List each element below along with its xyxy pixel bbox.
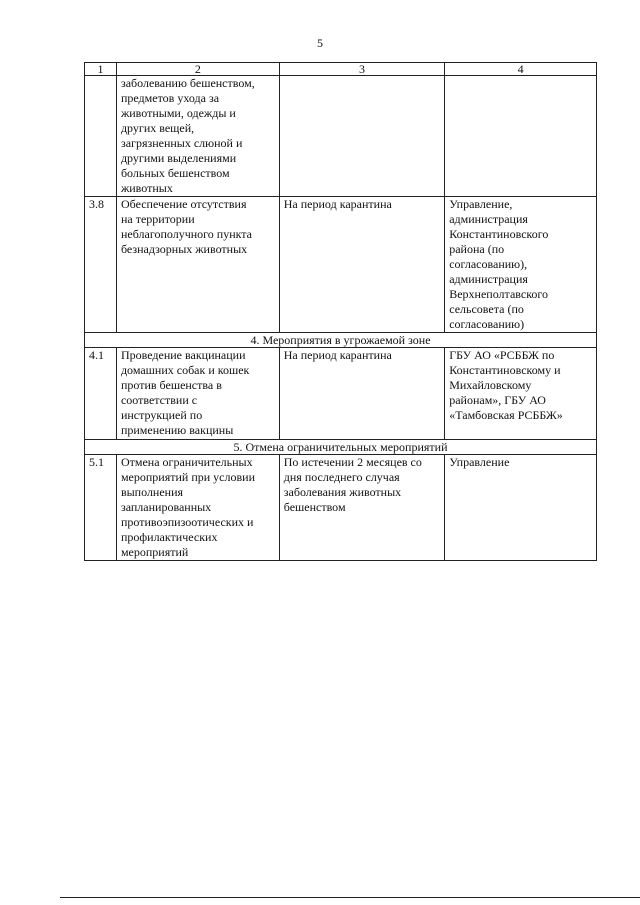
cell-line: неблагополучного пункта [120, 227, 253, 241]
cell-line: мероприятий [120, 545, 189, 559]
cell-line: дня последнего случая [283, 470, 400, 484]
cell-line: выполнения [120, 485, 184, 499]
period-cell [279, 76, 444, 197]
cell-line: противоэпизоотических и [120, 515, 254, 529]
cell-line: согласованию), [449, 257, 528, 271]
cell-line: бешенством [283, 500, 346, 514]
cell-line: На период карантина [283, 348, 392, 362]
table-row [85, 76, 597, 197]
page-bottom-edge [60, 897, 640, 898]
cell-line: животными, одежды и [120, 106, 236, 120]
cell-line: Верхнеполтавского [449, 287, 549, 301]
column-header-2: 2 [116, 63, 279, 76]
cell-line: на территории [120, 212, 195, 226]
cell-line: Управление [449, 455, 510, 469]
column-header-1: 1 [85, 63, 117, 76]
section-row [85, 440, 597, 455]
responsible-cell [445, 455, 597, 561]
cell-line: Отмена ограничительных [120, 455, 253, 469]
cell-line: предметов ухода за [120, 91, 220, 105]
responsible-cell [445, 76, 597, 197]
table-row [85, 348, 597, 440]
cell-line: мероприятий при условии [120, 470, 255, 484]
cell-line: инструкцией по [120, 408, 203, 422]
cell-line: запланированных [120, 500, 212, 514]
measures-table [84, 62, 597, 561]
cell-line: Проведение вакцинации [120, 348, 246, 362]
cell-line: По истечении 2 месяцев со [283, 455, 422, 469]
section-title-5: 5. Отмена ограничительных мероприятий [85, 440, 597, 455]
responsible-cell [445, 197, 597, 333]
cell-line: «Тамбовская РСББЖ» [449, 408, 563, 422]
cell-line: других вещей, [120, 121, 195, 135]
action-cell [116, 197, 279, 333]
cell-line: На период карантина [283, 197, 392, 211]
column-header-3: 3 [279, 63, 444, 76]
table-header-row [85, 63, 597, 76]
cell-line: другими выделениями [120, 151, 237, 165]
cell-line: районам», ГБУ АО [449, 393, 546, 407]
cell-line: согласованию) [449, 317, 525, 331]
section-row [85, 333, 597, 348]
cell-line: применению вакцины [120, 423, 234, 437]
period-cell [279, 455, 444, 561]
cell-line: животных [120, 181, 173, 195]
cell-line: домашних собак и кошек [120, 363, 250, 377]
action-cell [116, 76, 279, 197]
row-number: 5.1 [85, 455, 117, 561]
cell-line: заболеванию бешенством, [120, 76, 255, 90]
cell-line: безнадзорных животных [120, 242, 248, 256]
cell-line: ГБУ АО «РСББЖ по [449, 348, 555, 362]
period-cell [279, 197, 444, 333]
cell-line: Константиновского [449, 227, 549, 241]
cell-line: администрация [449, 272, 528, 286]
cell-line: против бешенства в [120, 378, 222, 392]
cell-line: больных бешенством [120, 166, 230, 180]
cell-line: профилактических [120, 530, 218, 544]
page-number: 5 [317, 36, 323, 50]
action-cell [116, 455, 279, 561]
row-number: 3.8 [85, 197, 117, 333]
cell-line: заболевания животных [283, 485, 402, 499]
cell-line: Михайловскому [449, 378, 532, 392]
cell-line: района (по [449, 242, 505, 256]
period-cell [279, 348, 444, 440]
cell-line: Обеспечение отсутствия [120, 197, 247, 211]
cell-line: администрация [449, 212, 528, 226]
row-number: 4.1 [85, 348, 117, 440]
table-row [85, 197, 597, 333]
action-cell [116, 348, 279, 440]
cell-line: Константиновскому и [449, 363, 561, 377]
responsible-cell [445, 348, 597, 440]
cell-line: загрязненных слюной и [120, 136, 243, 150]
section-title-4: 4. Мероприятия в угрожаемой зоне [85, 333, 597, 348]
cell-line: Управление, [449, 197, 513, 211]
table-row [85, 455, 597, 561]
cell-line: сельсовета (по [449, 302, 524, 316]
column-header-4: 4 [445, 63, 597, 76]
cell-line: соответствии с [120, 393, 198, 407]
row-number [85, 76, 117, 197]
